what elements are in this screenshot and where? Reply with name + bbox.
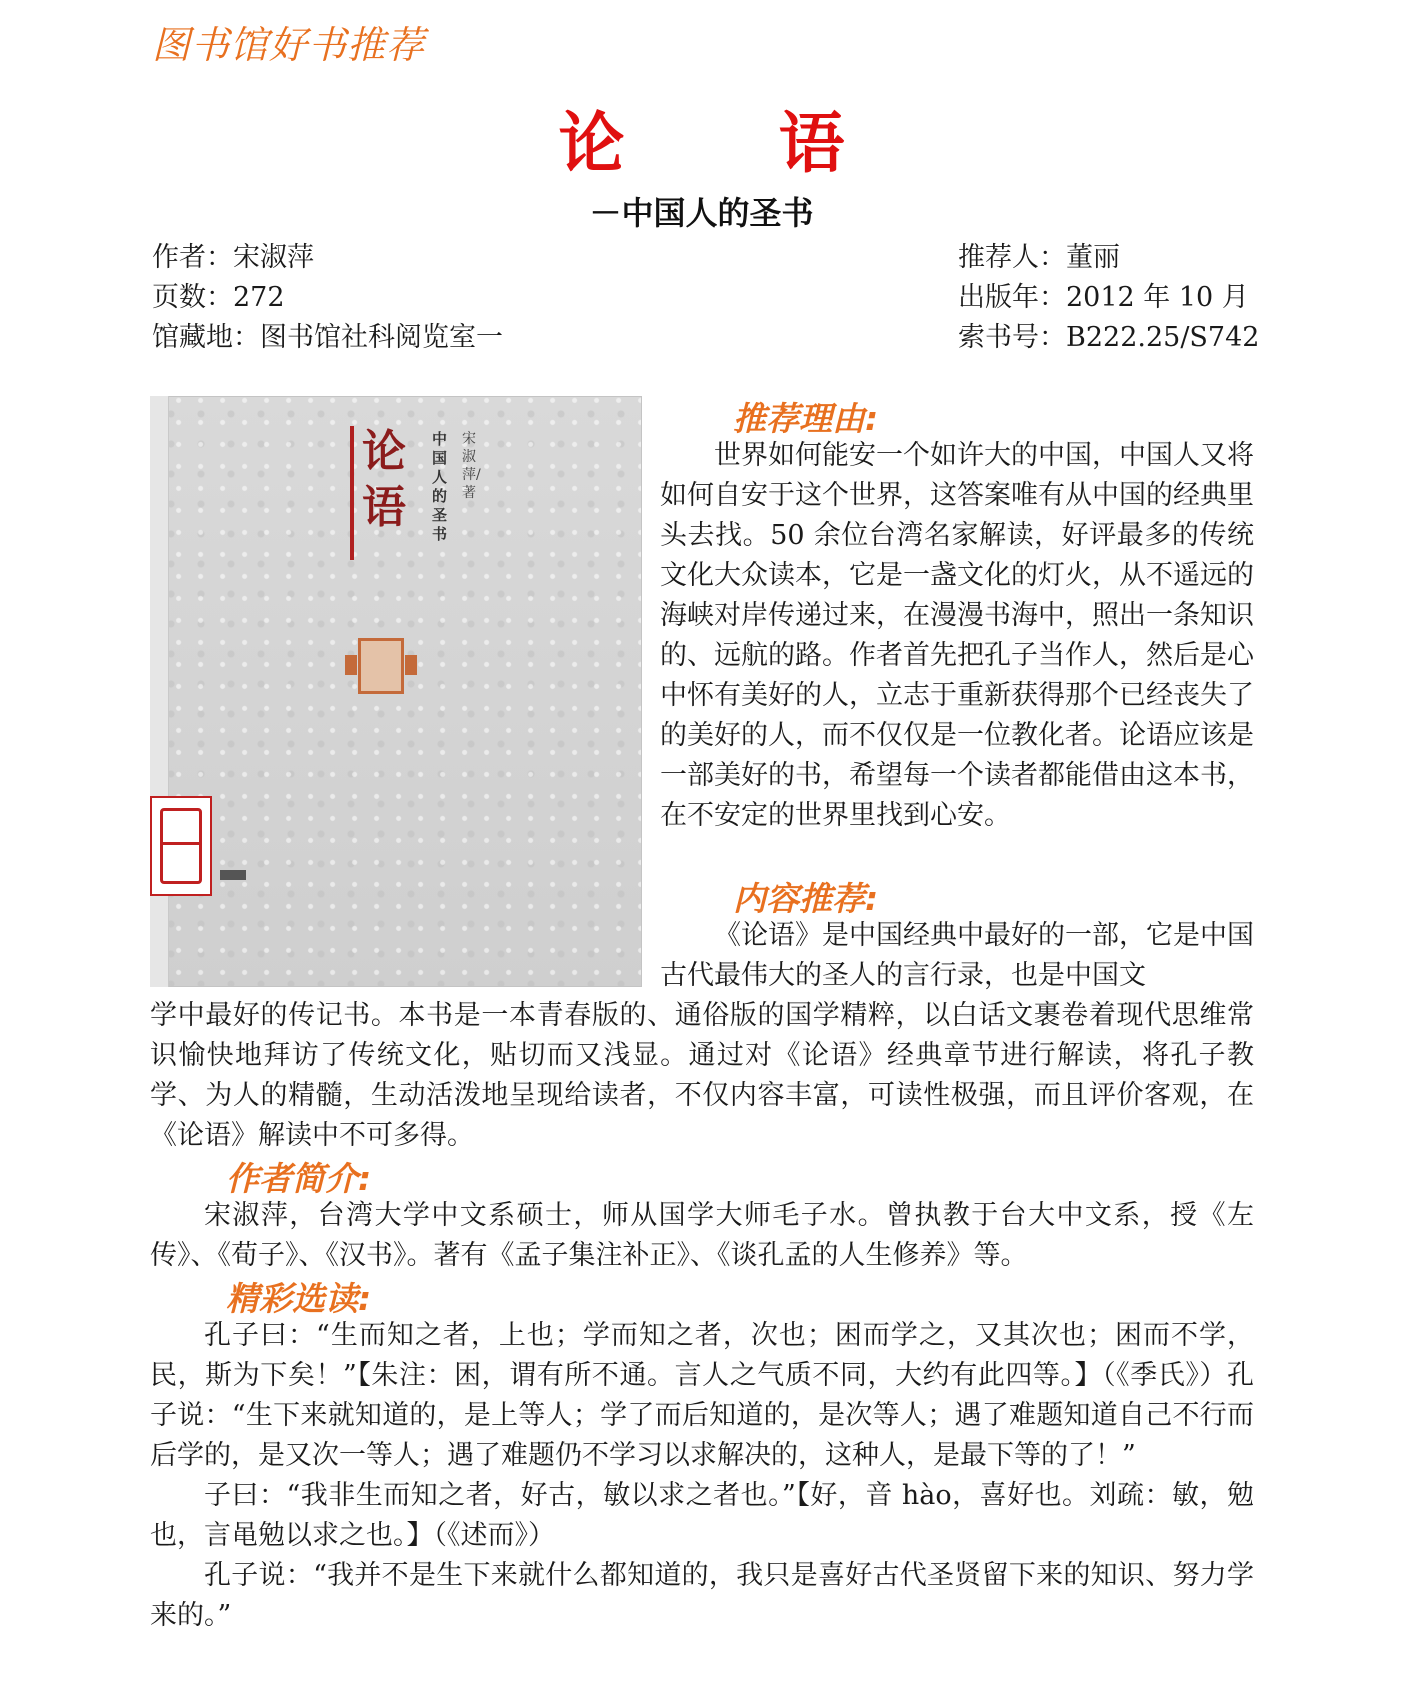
meta-recommender: 推荐人：董丽	[958, 242, 1120, 273]
cover-subtitle: 中国人的圣书	[432, 430, 448, 543]
excerpt-paragraph: 孔子曰：“生而知之者，上也；学而知之者，次也；困而学之，又其次也；困而不学，民，斯为下矣！”【朱注：困，谓有所不通。言人之气质不同，大约有此四等。】（《季氏》）孔子说：“生下来就知道的，是上等人；学了而后知道的，是次等人；遇了难题知道自己不行而后学的，是又次一等人；遇了难题仍不学习以求解决的，这种人，是最下等的了！”	[150, 1320, 1254, 1471]
book-cover-image	[150, 396, 642, 987]
section-author-text	[150, 1196, 1254, 1276]
cover-spine	[150, 396, 169, 987]
meta-pub-year: 出版年：2012 年 10 月	[958, 282, 1249, 313]
section-content-heading: 内容推荐:	[733, 879, 879, 918]
cover-author: 宋淑萍/著	[462, 431, 481, 501]
reason-paragraph: 世界如何能安一个如许大的中国，中国人又将如何自安于这个世界，这答案唯有从中国的经典里头去找。50 余位台湾名家解读，好评最多的传统文化大众读本，它是一盏文化的灯火，从不遥远的海峡对岸传递过来，在漫漫书海中，照出一条知识的、远航的路。作者首先把孔子当作人，然后是心中怀有美好的人，立志于重新获得那个已经丧失了的美好的人，而不仅仅是一位教化者。论语应该是一部美好的书，希望每一个读者都能借由这本书，在不安定的世界里找到心安。	[660, 440, 1254, 831]
meta-location: 馆藏地：图书馆社科阅览室一	[152, 322, 503, 353]
author-paragraph: 宋淑萍，台湾大学中文系硕士，师从国学大师毛子水。曾执教于台大中文系，授《左传》、《荀子》、《汉书》。著有《孟子集注补正》、《谈孔孟的人生修养》等。	[150, 1200, 1254, 1271]
meta-left	[152, 238, 503, 358]
header-tag: 图书馆好书推荐	[152, 23, 426, 67]
section-content-text-side	[660, 916, 1254, 996]
meta-right	[958, 238, 1259, 358]
section-reason-heading: 推荐理由:	[733, 399, 879, 438]
book-subtitle: －中国人的圣书	[589, 194, 814, 232]
meta-pages: 页数：272	[152, 282, 285, 313]
section-excerpts-text	[150, 1316, 1254, 1636]
section-content-text-full	[150, 996, 1254, 1156]
content-paragraph-side: 《论语》是中国经典中最好的一部，它是中国古代最伟大的圣人的言行录，也是中国文	[660, 920, 1254, 991]
cover-red-line	[350, 426, 354, 560]
cover-seal-icon	[358, 638, 404, 694]
cover-title: 论语	[362, 426, 406, 533]
section-author-heading: 作者简介:	[226, 1159, 372, 1198]
section-excerpts-heading: 精彩选读:	[226, 1279, 372, 1318]
excerpt-paragraph: 子曰：“我非生而知之者，好古，敏以求之者也。”【好，音 hào，喜好也。刘疏：敏，勉也，言黾勉以求之也。】（《述而》）	[150, 1480, 1254, 1551]
library-sticker-icon	[150, 796, 212, 896]
content-paragraph-full: 学中最好的传记书。本书是一本青春版的、通俗版的国学精粹，以白话文裹卷着现代思维常识愉快地拜访了传统文化，贴切而又浅显。通过对《论语》经典章节进行解读，将孔子教学、为人的精髓，生动活泼地呈现给读者，不仅内容丰富，可读性极强，而且评价客观，在《论语》解读中不可多得。	[150, 1000, 1254, 1151]
book-title: 论 语	[558, 104, 889, 182]
section-reason-text	[660, 436, 1254, 836]
meta-author: 作者：宋淑萍	[152, 242, 314, 273]
excerpt-paragraph: 孔子说：“我并不是生下来就什么都知道的，我只是喜好古代圣贤留下来的知识、努力学来的。”	[150, 1560, 1254, 1631]
cover-stamp-icon	[220, 870, 246, 880]
meta-call-number: 索书号：B222.25/S742	[958, 322, 1260, 353]
